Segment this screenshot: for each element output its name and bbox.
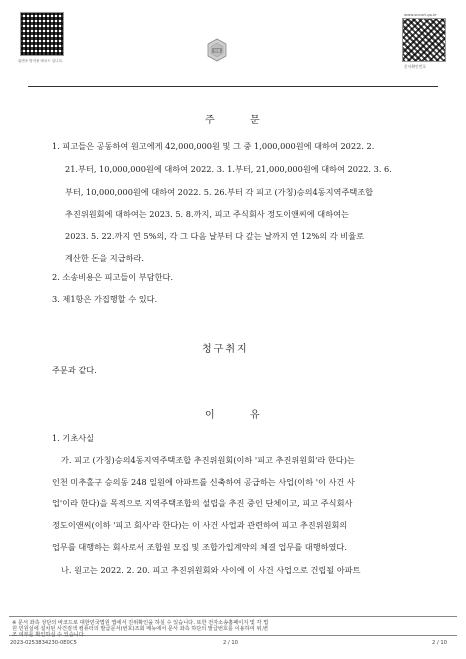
footer-notice-line-3: 조 여부를 확인하실 수 있습니다. [12, 632, 86, 638]
page-number-right: 2 / 10 [432, 640, 447, 646]
reason-heading-char1: 이 [205, 410, 215, 421]
barcode-caption: 위변조 방지용 바코드 입니다. [18, 59, 64, 63]
judgment-line-6: 계산한 돈을 지급하라. [65, 253, 144, 263]
judgment-line-7: 2. 소송비용은 피고들이 부담한다. [52, 272, 174, 282]
judgment-heading-char2: 문 [250, 115, 260, 126]
footer-notice-line-1: ※ 문서 좌측 상단의 바코드로 대한민국법원 앱에서 진위확인을 하실 수 있습니다. 또한 전자소송홈페이지 및 각 법 [12, 620, 269, 626]
judgment-line-4: 추진위원회에 대하여는 2023. 5. 8.까지, 피고 주식회사 정도이앤씨에 대하여는 [65, 209, 349, 219]
judgment-line-2: 21.부터, 10,000,000원에 대하여 2022. 3. 1.부터, 21,000,000원에 대하여 2022. 3. 6. [65, 164, 392, 174]
claim-text: 주문과 같다. [52, 365, 97, 375]
judgment-line-8: 3. 제1항은 가집행할 수 있다. [52, 294, 158, 304]
reason-line-2: 가. 피고 (가칭)승의4동지역주택조합 추진위원회(이하 '피고 추진위원회'라 한다)는 [61, 455, 355, 465]
judgment-line-1: 1. 피고들은 공동하여 원고에게 42,000,000원 및 그 중 1,000,000원에 대하여 2022. 2. [52, 141, 375, 151]
reason-line-6: 업무를 대행하는 회사로서 조합원 모집 및 조합가입계약의 체결 업무를 대행하였다. [52, 542, 347, 552]
emblem-label: 법원 [213, 48, 221, 53]
reason-line-5: 정도이앤씨(이하 '피고 회사'라 한다)는 이 사건 사업과 관련하여 피고 추진위원회의 [52, 520, 348, 530]
page-number-center: 2 / 10 [223, 640, 238, 646]
verification-barcode [20, 12, 64, 56]
reason-line-1: 1. 기초사실 [52, 433, 95, 443]
judgment-line-3: 부터, 10,000,000원에 대하여 2022. 5. 26.부터 각 피고 (가칭)승의4동지역주택조합 [65, 187, 374, 197]
footer-notice-line-2: 원 민원실에 설치된 사건검색 컴퓨터의 발급문서(번호)조회 메뉴에서 문서 좌측 하단의 발급번호를 이용하여 위,변 [12, 626, 268, 632]
reason-line-3: 인천 미추홀구 승의동 248 일원에 아파트를 신축하여 공급하는 사업(이하 '이 사건 사 [52, 477, 355, 487]
claim-heading: 청구취지 [202, 344, 249, 355]
header-divider [28, 86, 438, 87]
footer-notice-box [9, 616, 457, 636]
document-qr-code [402, 18, 446, 62]
judgment-line-5: 2023. 5. 22.까지 연 5%의, 각 그 다음 날부터 다 갚는 날까지 연 12%의 각 비율로 [65, 231, 365, 241]
court-url: www.scourt.go.kr [404, 12, 437, 17]
court-emblem-icon [205, 38, 229, 62]
judgment-heading-char1: 주 [205, 115, 215, 126]
reason-line-7: 나. 원고는 2022. 2. 20. 피고 추진위원회와 사이에 이 사건 사업으로 건립될 아파트 [61, 565, 361, 575]
issue-number: 2023-0253834230-0E0C5 [10, 640, 77, 646]
reason-line-4: 업'이라 한다)을 목적으로 지역주택조합의 설립을 추진 중인 단체이고, 피고 주식회사 [52, 498, 353, 508]
reason-heading-char2: 유 [250, 410, 260, 421]
qr-caption: 문서확인번호 [404, 64, 427, 69]
